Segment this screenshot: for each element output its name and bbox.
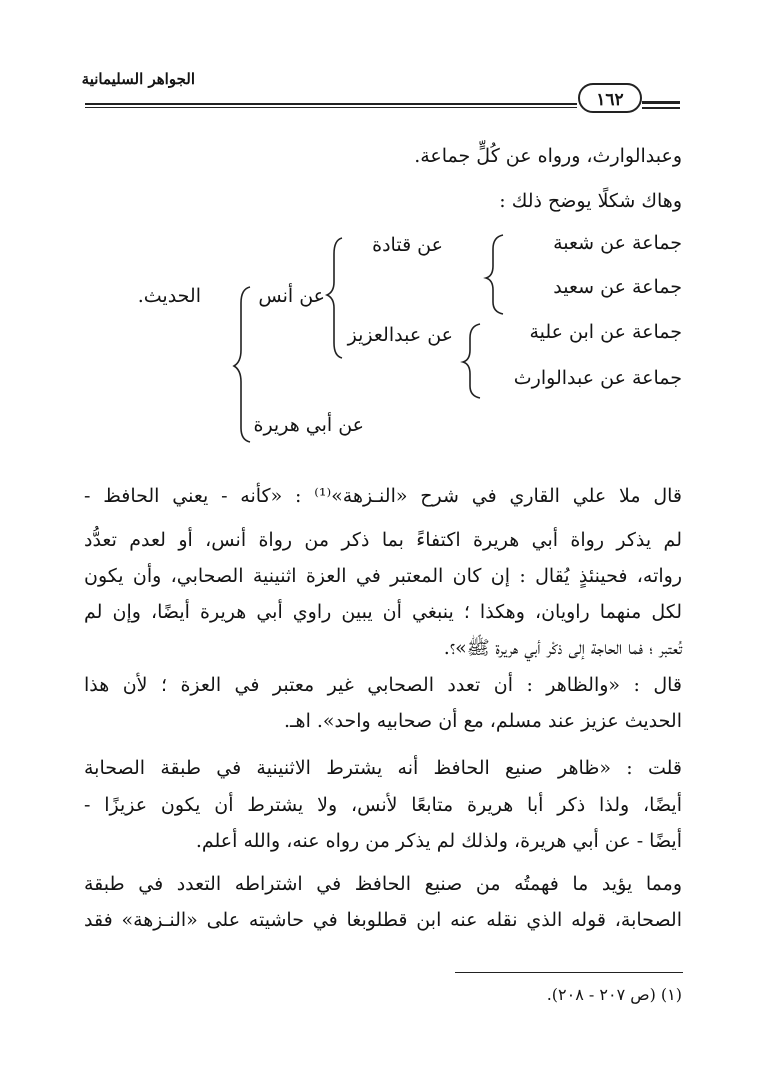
diagram-node: جماعة عن عبدالوارث [513,367,682,389]
diagram-node: جماعة عن ابن علية [529,321,682,343]
paragraph-line: الحديث عزيز عند مسلم، مع أن صحابيه واحد». اهـ. [283,710,682,732]
brace [234,287,250,442]
paragraph-line: لم يذكر رواة أبي هريرة اكتفاءً بما ذكر من رواة أنس، أو لعدم تعدُّد [84,529,682,551]
paragraph-line: رواته، فحينئذٍ يُقال : إن كان المعتبر في العزة اثنينية الصحابي، وأن يكون [84,565,682,587]
paragraph-line: أيضًا - عن أبي هريرة، ولذلك لم يذكر من رواه عنه، والله أعلم. [195,830,682,852]
footnote: (١) (ص ٢٠٧ - ٢٠٨). [546,985,682,1004]
diagram-node: جماعة عن سعيد [553,276,682,298]
diagram-node: عن أنس [258,285,325,307]
paragraph-line: تُعتبر ؛ فما الحاجة إلى ذكْر أبي هريرة ﷺ»؟. [443,637,682,659]
running-header-title: الجواهر السليمانية [81,70,195,88]
brace [486,235,503,314]
paragraph-line: الصحابة، قوله الذي نقله عنه ابن قطلوبغا في حاشيته على «النـزهة» فقد [84,909,682,931]
diagram-node: عن قتادة [372,234,443,256]
diagram-braces [0,0,768,460]
paragraph-line: أيضًا، ولذا ذكر أبا هريرة متابعًا لأنس، ولا يشترط أن يكون عزيزًا - [84,794,682,816]
intro-line: وهاك شكلًا يوضح ذلك : [499,190,682,212]
paragraph-line: ومما يؤيد ما فهمتُه من صنيع الحافظ في اشتراطه التعدد في طبقة [84,873,682,895]
brace [463,324,480,398]
diagram-node: جماعة عن شعبة [553,232,682,254]
paragraph-line: قال : «والظاهر : أن تعدد الصحابي غير معتبر في العزة ؛ لأن هذا [84,674,682,696]
diagram-node: عن أبي هريرة [253,414,364,436]
diagram-root: الحديث. [137,285,201,307]
isnad-diagram [0,0,768,460]
intro-line: وعبدالوارث، ورواه عن كُلٍّ جماعة. [414,145,682,167]
paragraph-line: قال ملا علي القاري في شرح «النـزهة»⁽¹⁾ : «كأنه - يعني الحافظ - [84,485,682,507]
page-number: ١٦٢ [578,83,642,113]
brace [327,238,342,358]
diagram-node: عن عبدالعزيز [347,324,453,346]
footnote-rule [455,972,683,973]
paragraph-line: لكل منهما راويان، وهكذا ؛ ينبغي أن يبين راوي أبي هريرة أيضًا، وإن لم [84,601,682,623]
paragraph-line: قلت : «ظاهر صنيع الحافظ أنه يشترط الاثنينية في طبقة الصحابة [84,757,682,779]
